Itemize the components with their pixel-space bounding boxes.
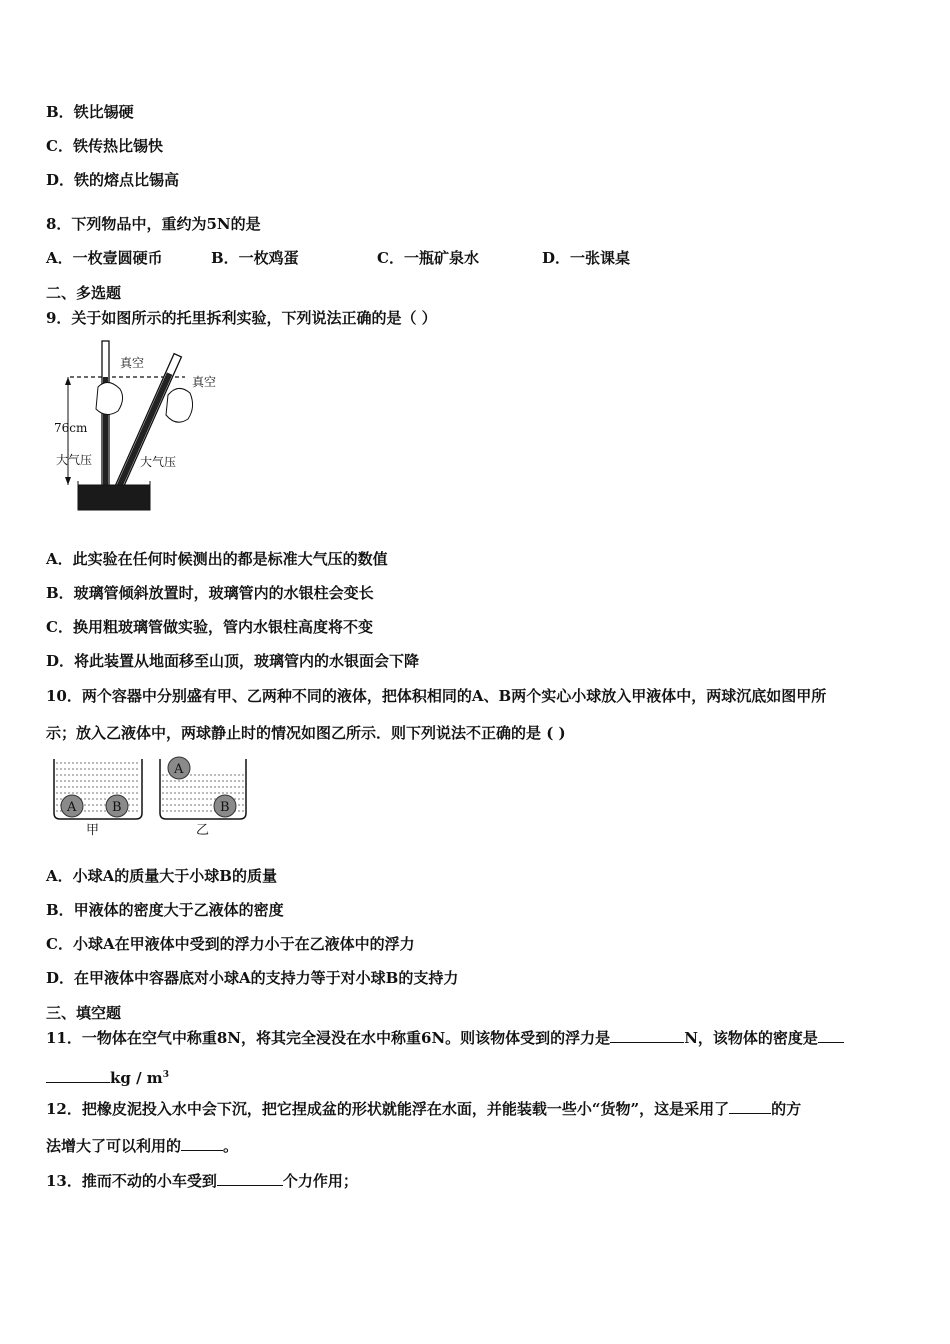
q12-line1 (46, 1099, 801, 1119)
q11-line1 (46, 1028, 844, 1048)
ball-b-jia: B (112, 800, 122, 815)
q10-option-d: D．在甲液体中容器底对小球A的支持力等于对小球B的支持力 (46, 969, 459, 987)
q12-text-3: 法增大了可以利用的 (46, 1137, 182, 1155)
q13-text-2: 个力作用； (282, 1172, 358, 1190)
q11-line2 (46, 1065, 169, 1088)
q9-option-d: D．将此装置从地面移至山顶，玻璃管内的水银面会下降 (46, 652, 420, 670)
q8-stem: 8．下列物品中，重约为5N的是 (46, 215, 261, 233)
container-label-jia: 甲 (86, 823, 100, 838)
q11-blank-buoyancy[interactable] (610, 1028, 684, 1043)
q11-text-1: 11．一物体在空气中称重8N，将其完全浸没在水中称重6N。则该物体受到的浮力是 (46, 1029, 611, 1047)
q7-option-d: D．铁的熔点比锡高 (46, 171, 180, 189)
containers-figure (50, 755, 250, 840)
q12-text-4: 。 (223, 1137, 239, 1155)
section-heading-fill-in: 三、填空题 (46, 1004, 122, 1022)
q10-option-a: A．小球A的质量大于小球B的质量 (46, 867, 277, 885)
height-label: 76cm (54, 421, 88, 435)
q8-option-d: D．一张课桌 (542, 249, 631, 267)
q12-blank-method[interactable] (729, 1099, 771, 1114)
q8-option-c: C．一瓶矿泉水 (377, 249, 479, 267)
q10-option-c: C．小球A在甲液体中受到的浮力小于在乙液体中的浮力 (46, 935, 415, 953)
pressure-label-1: 大气压 (56, 453, 93, 467)
q11-unit: kg / m (110, 1069, 163, 1087)
q7-option-c: C．铁传热比锡快 (46, 137, 163, 155)
section-heading-multi-choice: 二、多选题 (46, 284, 122, 302)
container-jia (54, 759, 142, 838)
q12-text-2: 的方 (771, 1100, 802, 1118)
q7-option-b: B．铁比锡硬 (46, 103, 134, 121)
q8-option-a: A．一枚壹圆硬币 (46, 249, 163, 267)
q10-option-b: B．甲液体的密度大于乙液体的密度 (46, 901, 284, 919)
q12-line2 (46, 1136, 238, 1156)
pressure-label-2: 大气压 (140, 455, 177, 469)
ball-a-jia: A (67, 800, 77, 815)
ball-b-yi: B (220, 800, 230, 815)
vacuum-label-2: 真空 (192, 375, 217, 389)
q8-option-b: B．一枚鸡蛋 (211, 249, 299, 267)
q12-blank-quantity[interactable] (181, 1136, 223, 1151)
q9-option-b: B．玻璃管倾斜放置时，玻璃管内的水银柱会变长 (46, 584, 374, 602)
vacuum-label-1: 真空 (120, 356, 145, 370)
q10-stem-line1: 10．两个容器中分别盛有甲、乙两种不同的液体，把体积相同的A、B两个实心小球放入甲液体中，两球沉底如图甲所 (46, 687, 827, 705)
q10-stem-line2: 示；放入乙液体中，两球静止时的情况如图乙所示．则下列说法不正确的是 ( ) (46, 724, 566, 742)
q9-option-a: A．此实验在任何时候测出的都是标准大气压的数值 (46, 550, 388, 568)
q11-blank-density-start[interactable] (818, 1028, 844, 1043)
torricelli-experiment-figure (50, 335, 240, 515)
ball-a-yi: A (174, 762, 184, 777)
q12-text-1: 12．把橡皮泥投入水中会下沉，把它捏成盆的形状就能浮在水面，并能装载一些小“货物”，这是采用了 (46, 1100, 730, 1118)
q11-blank-density[interactable] (46, 1068, 110, 1083)
q9-option-c: C．换用粗玻璃管做实验，管内水银柱高度将不变 (46, 618, 373, 636)
q11-text-2: N，该物体的密度是 (684, 1029, 818, 1047)
q9-stem: 9．关于如图所示的托里拆利实验，下列说法正确的是（ ） (46, 309, 437, 327)
q13-line (46, 1171, 358, 1191)
q13-text-1: 13．推而不动的小车受到 (46, 1172, 217, 1190)
q13-blank-force-count[interactable] (217, 1171, 283, 1186)
container-yi (160, 757, 246, 838)
q11-unit-exponent: 3 (162, 1070, 169, 1080)
container-label-yi: 乙 (196, 823, 210, 838)
